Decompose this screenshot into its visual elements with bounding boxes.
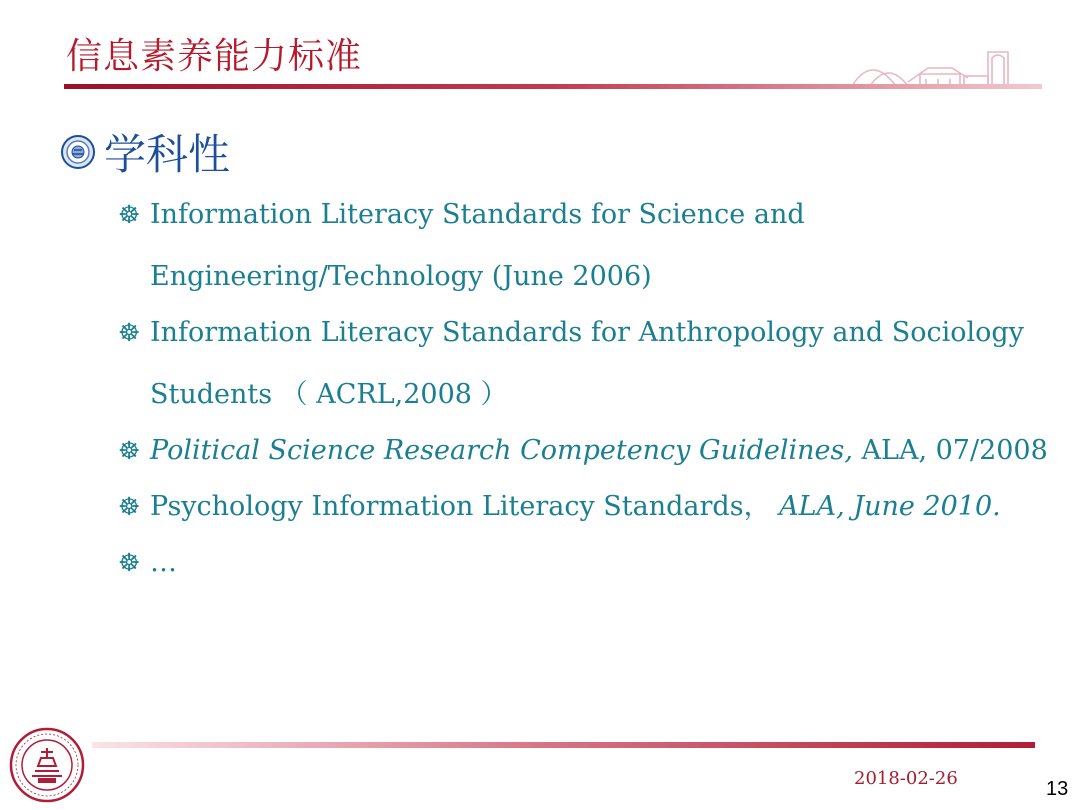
- section-heading: [60, 122, 230, 182]
- dharma-wheel-icon: ☸: [118, 200, 141, 229]
- text-segment: ALA, 07/2008: [852, 435, 1048, 466]
- heading-text: 学科性: [104, 130, 231, 179]
- text-segment: Information Literacy Standards for Anthropology and Sociology Students （ ACRL,2008 ）: [150, 317, 1024, 410]
- list-item: [118, 308, 1048, 426]
- slide-date: 2018-02-26: [854, 768, 958, 789]
- list-item-text: [150, 184, 1048, 308]
- list-item-text: [150, 302, 1048, 426]
- list-item: [118, 538, 1048, 594]
- slide-title: 信息素养能力标准: [66, 36, 363, 77]
- text-segment: Psychology Information Literacy Standards，: [150, 491, 771, 522]
- list-item: [118, 426, 1048, 482]
- university-seal-icon: [8, 726, 86, 804]
- text-segment: Political Science Research Competency Guidelines,: [150, 435, 853, 466]
- text-segment: ALA, June 2010.: [770, 491, 1001, 522]
- list-item: [118, 482, 1048, 538]
- footer-rule: [92, 742, 1035, 748]
- list-item-text: [150, 532, 1048, 594]
- dharma-wheel-icon: ☸: [118, 548, 141, 577]
- list-item: [118, 190, 1048, 308]
- text-segment: …: [150, 547, 177, 578]
- text-segment: Information Literacy Standards for Science and Engineering/Technology (June 2006): [150, 199, 805, 292]
- dharma-wheel-icon: ☸: [118, 492, 141, 521]
- seal-icon: [60, 134, 96, 170]
- dharma-wheel-icon: ☸: [118, 436, 141, 465]
- title-underline: [64, 84, 1042, 89]
- list-item-text: [150, 476, 1048, 538]
- page-number: 13: [1046, 778, 1069, 800]
- dharma-wheel-icon: ☸: [118, 318, 141, 347]
- bullet-list: [118, 190, 1048, 594]
- list-item-text: [150, 420, 1048, 482]
